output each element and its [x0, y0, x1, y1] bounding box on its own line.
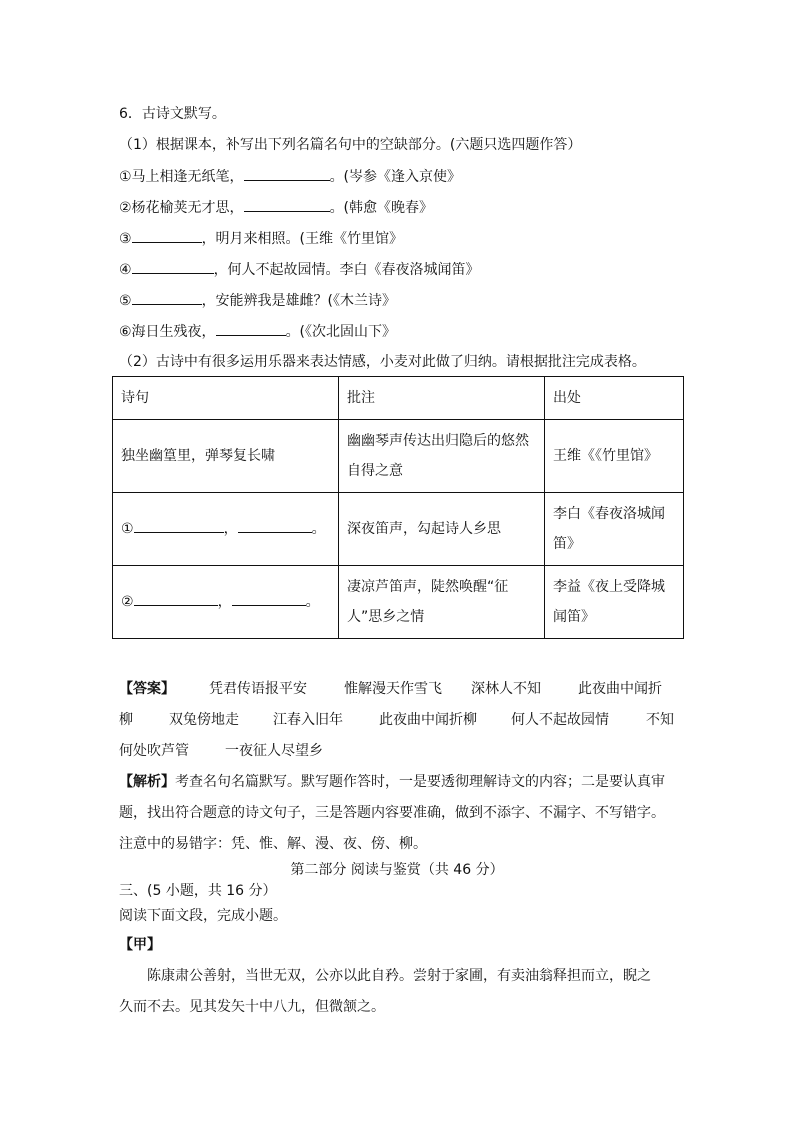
answer-line-2	[119, 710, 681, 730]
table-row	[113, 493, 684, 566]
verse-cell	[113, 566, 339, 639]
answer-blank[interactable]	[132, 290, 202, 305]
verse-period: 。	[311, 521, 326, 537]
section-heading: 三、(5 小题，共 16 分）	[119, 883, 277, 899]
answer-blank[interactable]	[238, 518, 312, 533]
header-verse: 诗句	[113, 377, 339, 420]
verse-cell: 独坐幽篁里，弹琴复长啸	[113, 420, 339, 493]
item-suffix: 。(岑参《逢入京使》	[329, 169, 462, 185]
answer-item: 凭君传语报平安	[209, 681, 307, 697]
note-cell: 幽幽琴声传达出归隐后的悠然自得之意	[339, 420, 545, 493]
table-header-row	[113, 377, 684, 420]
fill-item-3	[119, 228, 403, 249]
analysis-line-1	[119, 772, 665, 792]
answer-label: 【答案】	[119, 681, 175, 697]
item-suffix: 。(《次北固山下》	[285, 324, 397, 340]
source-cell: 李益《夜上受降城闻笛》	[545, 566, 684, 639]
analysis-label: 【解析】	[119, 774, 175, 790]
part-two-heading: 第二部分 阅读与鉴赏（共 46 分）	[290, 862, 504, 878]
answer-item: 此夜曲中闻折柳	[379, 712, 477, 728]
answer-item: 惟解漫天作雪飞	[344, 681, 442, 697]
answer-item: 柳	[119, 712, 133, 728]
answer-line-1	[119, 679, 681, 699]
answer-item: 双兔傍地走	[169, 712, 239, 728]
item-prefix: ④	[119, 262, 132, 278]
source-cell: 王维《《竹里馆》	[545, 420, 684, 493]
answer-blank[interactable]	[134, 591, 218, 606]
item-suffix: ，明月来相照。(王维《竹里馆》	[201, 231, 404, 247]
fill-item-2	[119, 197, 433, 218]
verse-number: ①	[121, 521, 134, 537]
verse-comma: ，	[217, 594, 232, 610]
item-suffix: ，何人不起故园情。李白《春夜洛城闻笛》	[213, 262, 480, 278]
note-cell: 深夜笛声，勾起诗人乡思	[339, 493, 545, 566]
table-row	[113, 566, 684, 639]
verse-number: ②	[121, 594, 134, 610]
instrument-poem-table	[112, 376, 684, 639]
analysis-line-3: 注意中的易错字：凭、惟、解、漫、夜、傍、柳。	[119, 836, 427, 852]
table-row	[113, 420, 684, 493]
answer-item: 此夜曲中闻折	[578, 681, 662, 697]
answer-blank[interactable]	[132, 228, 202, 243]
answer-item: 何处吹芦管	[119, 743, 189, 759]
answer-blank[interactable]	[244, 166, 330, 181]
fill-item-4	[119, 259, 480, 280]
verse-cell	[113, 493, 339, 566]
answer-blank[interactable]	[134, 518, 224, 533]
item-suffix: ，安能辨我是雄雌？(《木兰诗》	[201, 293, 397, 309]
answer-item: 不知	[646, 712, 674, 728]
passage-line-1: 陈康肃公善射，当世无双，公亦以此自矜。尝射于家圃，有卖油翁释担而立，睨之	[147, 968, 651, 984]
answer-blank[interactable]	[244, 197, 330, 212]
verse-comma: ，	[223, 521, 238, 537]
item-prefix: ②杨花榆荚无才思，	[119, 200, 244, 216]
item-suffix: 。(韩愈《晚春》	[329, 200, 434, 216]
answer-item: 何人不起故园情	[511, 712, 609, 728]
question-title: 6．古诗文默写。	[119, 106, 226, 122]
answer-line-3	[119, 741, 681, 761]
item-prefix: ⑥海日生残夜，	[119, 324, 216, 340]
answer-item: 深林人不知	[471, 681, 541, 697]
header-note: 批注	[339, 377, 545, 420]
answer-item: 一夜征人尽望乡	[225, 743, 323, 759]
answer-blank[interactable]	[216, 321, 286, 336]
passage-label: 【甲】	[119, 937, 161, 953]
passage-line-2: 久而不去。见其发矢十中八九，但微颔之。	[119, 999, 385, 1015]
analysis-line-2: 题，找出符合题意的诗文句子，三是答题内容要准确，做到不添字、不漏字、不写错字。	[119, 805, 665, 821]
header-source: 出处	[545, 377, 684, 420]
source-cell: 李白《春夜洛城闻笛》	[545, 493, 684, 566]
answer-blank[interactable]	[132, 259, 214, 274]
note-cell: 凄凉芦笛声，陡然唤醒“征人”思乡之情	[339, 566, 545, 639]
part1-instruction: （1）根据课本，补写出下列名篇名句中的空缺部分。(六题只选四题作答）	[119, 137, 582, 153]
answer-item: 江春入旧年	[273, 712, 343, 728]
fill-item-1	[119, 166, 461, 187]
part2-instruction: （2）古诗中有很多运用乐器来表达情感，小麦对此做了归纳。请根据批注完成表格。	[119, 354, 646, 370]
answer-blank[interactable]	[232, 591, 306, 606]
item-prefix: ③	[119, 231, 132, 247]
fill-item-5	[119, 290, 396, 311]
item-prefix: ⑤	[119, 293, 132, 309]
item-prefix: ①马上相逢无纸笔，	[119, 169, 244, 185]
analysis-text: 考查名句名篇默写。默写题作答时，一是要透彻理解诗文的内容；二是要认真审	[175, 774, 665, 790]
verse-period: 。	[305, 594, 320, 610]
fill-item-6	[119, 321, 396, 342]
reading-instruction: 阅读下面文段，完成小题。	[119, 908, 287, 924]
